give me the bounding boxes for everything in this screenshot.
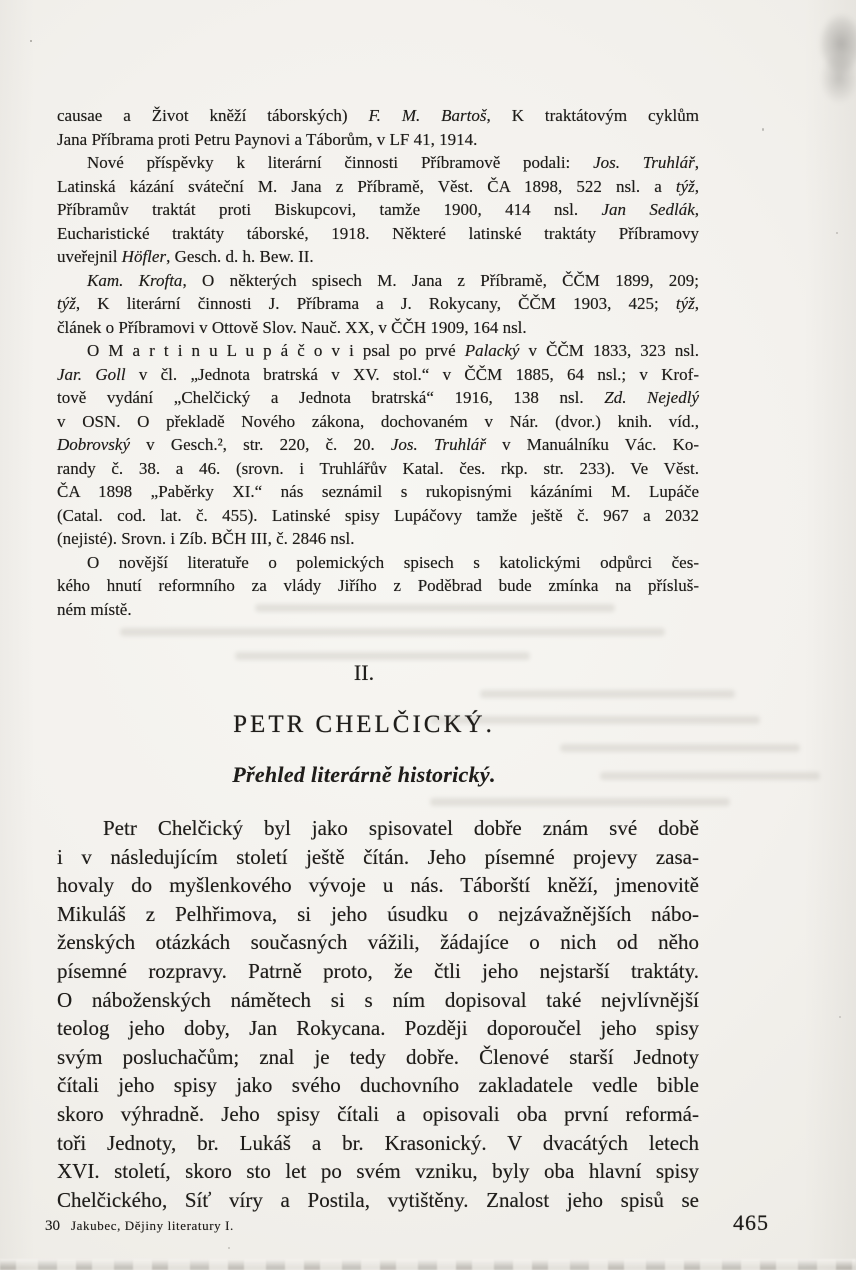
bibliography-section [57, 104, 699, 621]
bibliography-line: Kam. Krofta, O některých spisech M. Jana z Příbramě, ČČM 1899, 209; [87, 270, 699, 290]
body-text-line: skoro výhradně. Jeho spisy čítali a opisovali oba první reformá- [57, 1101, 699, 1126]
bibliography-line: O M a r t i n u L u p á č o v i psal po prvé Palacký v ČČM 1833, 323 nsl. [87, 341, 699, 360]
scan-smudge-top-right [804, 6, 856, 106]
page-footer [45, 1210, 805, 1235]
bibliography-line: Nové příspěvky k literární činnosti Příbramově podali: Jos. Truhlář, [87, 153, 699, 172]
bibliography-line: týž, K literární činnosti J. Příbrama a J. Rokycany, ČČM 1903, 425; týž, [57, 294, 699, 313]
body-text-section [57, 814, 699, 1214]
body-text-line: i v následujícím století ještě čítán. Jeho písemné projevy zasa- [57, 844, 699, 869]
page-number: 465 [733, 1210, 769, 1235]
bibliography-line: Latinská kázání sváteční M. Jana z Příbramě, Věst. ČA 1898, 522 nsl. a týž, [57, 176, 699, 196]
bibliography-line: (nejisté). Srovn. i Zíb. BČH III, č. 2846 nsl. [57, 529, 355, 548]
body-text-line: O náboženských námětech si s ním dopisoval také nejvlívnější [57, 987, 699, 1012]
body-text-line: teolog jeho doby, Jan Rokycana. Později doporoučel jeho spisy [57, 1016, 699, 1041]
bibliography-line: ČA 1898 „Paběrky XI.“ nás seznámil s rukopisnými kázáními M. Lupáče [57, 482, 699, 501]
bleedthrough-mark [430, 798, 730, 806]
bibliography-line: O novější literatuře o polemických spisech s katolickými odpůrci čes- [87, 552, 699, 572]
bibliography-line: článek o Příbramovi v Ottově Slov. Nauč. XX, v ČČH 1909, 164 nsl. [57, 317, 527, 337]
paper-speck [762, 128, 764, 131]
signature-label: Jakubec, Dějiny literatury I. [71, 1218, 234, 1233]
body-text-line: ženských otázkách současných vážili, žádajíce o nich od něho [57, 930, 699, 955]
bibliography-line: kého hnutí reformního za vlády Jiřího z Poděbrad bude zmínka na přísluš- [57, 576, 699, 595]
body-text-line: hovaly do myšlenkového vývoje u nás. Táborští kněží, jmenovitě [57, 873, 699, 898]
body-text-line: toři Jednoty, br. Lukáš a br. Krasonický. V dvacátých letech [57, 1130, 699, 1155]
body-text-line: svým posluchačům; znal je tedy dobře. Členové starší Jednoty [57, 1044, 699, 1069]
section-subtitle: Přehled literárně historický. [232, 762, 496, 787]
body-text-line: Mikuláš z Pelhřimova, si jeho úsudku o nejzávažnějších nábo- [57, 901, 699, 926]
bleedthrough-mark [120, 628, 665, 636]
paper-speck [30, 40, 32, 42]
bibliography-line: Jana Příbrama proti Petru Paynovi a Táborům, v LF 41, 1914. [57, 129, 478, 149]
bibliography-line: Jar. Goll v čl. „Jednota bratrská v XV. stol.“ v ČČM 1885, 64 nsl.; v Krof- [57, 364, 699, 384]
paper-speck [228, 1247, 230, 1249]
section-number: II. [353, 660, 375, 685]
bibliography-line: v OSN. O překladě Nového zákona, dochovaném v Nár. (dvor.) knih. víd., [57, 411, 699, 431]
signature-number: 30 [45, 1218, 60, 1234]
body-text-line: čítali jeho spisy jako svého duchovního zakladatele vedle bible [57, 1073, 699, 1098]
bibliography-line: (Catal. cod. lat. č. 455). Latinské spisy Lupáčovy tamže ještě č. 967 a 2032 [57, 505, 699, 525]
bleedthrough-mark [235, 652, 530, 660]
bibliography-line: Příbramův traktát proti Biskupcovi, tamže 1900, 414 nsl. Jan Sedlák, [57, 200, 699, 219]
bibliography-line: Eucharistické traktáty táborské, 1918. Některé latinské traktáty Příbramovy [57, 223, 699, 243]
bibliography-line: causae a Život kněží táborských) F. M. Bartoš, K traktátovým cyklům [57, 106, 699, 125]
body-text-line: Petr Chelčický byl jako spisovatel dobře znám své době [103, 816, 699, 840]
bibliography-line: Dobrovský v Gesch.², str. 220, č. 20. Jos. Truhlář v Manuálníku Vác. Ko- [57, 435, 700, 454]
bibliography-line: uveřejnil Höfler, Gesch. d. h. Bew. II. [57, 247, 314, 266]
paper-speck [836, 232, 838, 234]
bibliography-line: randy č. 38. a 46. (srovn. i Truhlářův Katal. čes. rkp. str. 233). Ve Věst. [57, 458, 699, 478]
body-text-line: písemné rozpravy. Patrně proto, že čtli jeho nejstarší traktáty. [57, 958, 699, 983]
bibliography-line: ném místě. [57, 599, 132, 619]
paper-speck [839, 1016, 841, 1018]
bibliography-line: tově vydání „Chelčický a Jednota bratrská“ 1916, 138 nsl. Zd. Nejedlý [57, 388, 699, 407]
body-text-line: Chelčického, Síť víry a Postila, vytištěny. Znalost jeho spisů se [57, 1187, 699, 1212]
section-title: PETR CHELČICKÝ. [233, 711, 495, 738]
section-heading-group [43, 660, 685, 789]
body-text-line: XVI. století, skoro sto let po svém vzniku, byly oba hlavní spisy [57, 1159, 699, 1184]
scan-bottom-edge [0, 1259, 856, 1270]
